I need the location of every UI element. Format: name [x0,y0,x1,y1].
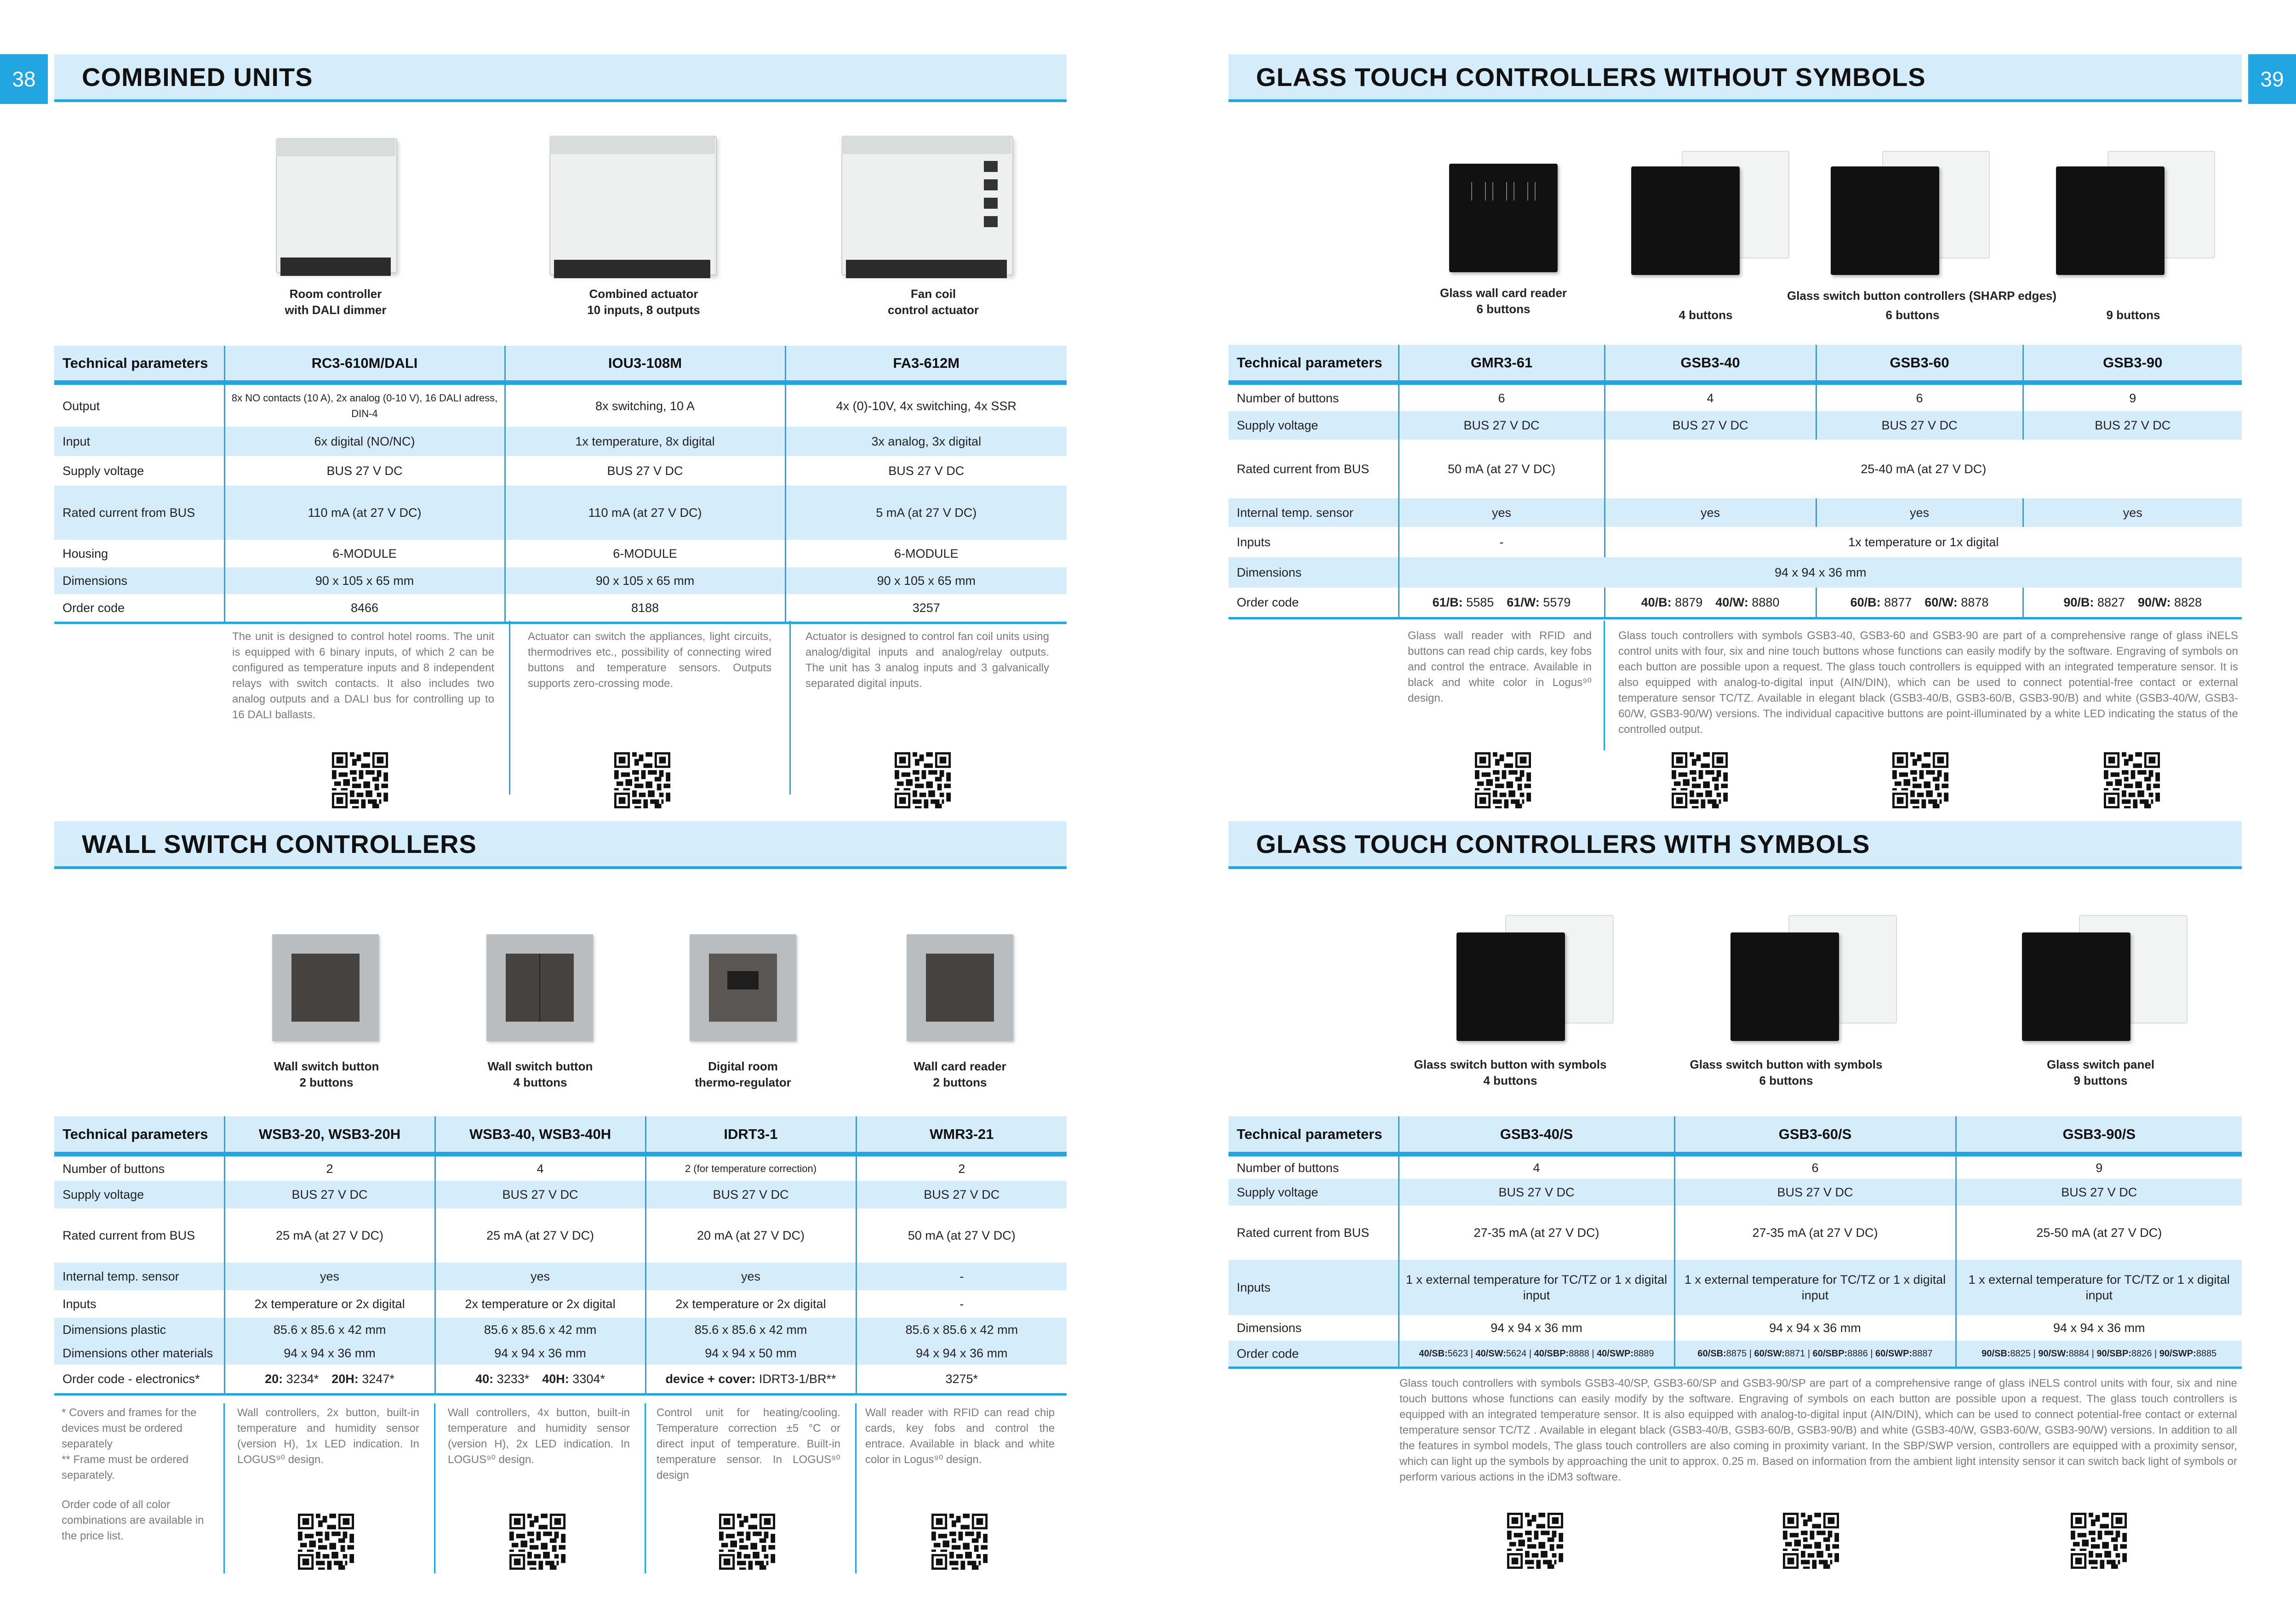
description-gsb3: Glass touch controllers with symbols GSB3-40, GSB3-60 and GSB3-90 are part of a comprehensive range of glass iNELS control units with four, six and nine touch buttons whose functions can easily modify by the software. Engraving of symbols on each button are possible upon a request. The glass touch controllers is equipped with an integrated temperature sensor. It is also equipped with analog-to-digital input (AIN/DIN), which can be used to connect potential-free contact or external temperature sensor TC/TZ. Available in elegant black (GSB3-40/B, GSB3-60/B, GSB3-90/B) and white (GSB3-40/W, GSB3-60/W, GSB3-90/W) versions. The individual capacitive buttons are point-illuminated by a white LED indicating the status of the controlled output. [1618,629,2238,736]
caption-gsb3-60s: Glass switch button with symbols 6 buttons [1690,1058,1883,1087]
description-idrt3: Control unit for heating/cooling. Temperature correction ±5 °C or direct input of temperature. Built-in temperature sensor. In LOGUS⁹⁰ design [657,1407,840,1481]
table-header: GSB3-60 [1816,345,2023,383]
table-glass-without-symbols [1228,345,2242,619]
table-header: WSB3-20, WSB3-20H [224,1116,435,1154]
qr-code[interactable] [931,1514,988,1570]
qr-code[interactable] [332,752,388,808]
table-header: Technical parameters [1228,1116,1399,1154]
product-image-wsb3-40 [486,934,593,1041]
description-gsb3-symbols: Glass touch controllers with symbols GSB3-40/SP, GSB3-60/SP and GSB3-90/SP are part of a comprehensive range of glass iNELS control units with four, six and nine touch buttons whose functions can easily modify by the software. Engraving of symbols on each button are possible upon a request. The glass touch controllers is equipped with an integrated temperature sensor. It is also equipped with analog-to-digital input (AIN/DIN), which can be used to connect potential-free contact or external temperature sensor TC/TZ . Available in elegant black (GSB3-40/B, GSB3-60/B, GSB3-90/B) and white (GSB3-40/W, GSB3-60/W, GSB3-90/W) versions. In addition to all the features in symbol models, The glass touch controllers are also coming in proximity variant. In the SBP/SWP version, controllers are equipped with a proximity sensor, which can light up the symbols by approaching the unit to approx. 0.25 m. Based on information from the ambient light intensity sensor it can switch back light of symbols or perform various actions in the iDM3 software. [1399,1377,2237,1483]
caption-gsb3-60: 6 buttons [1885,308,1940,322]
table-row: Supply voltage BUS 27 V DC BUS 27 V DC BUS 27 V DC BUS 27 V DC [54,1181,1067,1208]
table-combined-units [54,346,1067,624]
table-header: GSB3-40 [1605,345,1816,383]
description-rc3: The unit is designed to control hotel rooms. The unit is equipped with 6 binary inputs, of which 2 can be configured as temperature inputs and 8 independent relays with switch contacts. It also includes two analog outputs and a DALI bus for controlling up to 16 DALI ballasts. [232,630,494,721]
table-wall-switch [54,1116,1067,1395]
table-row: Dimensions other materials 94 x 94 x 36 mm 94 x 94 x 36 mm 94 x 94 x 50 mm 94 x 94 x 36 mm [54,1342,1067,1365]
divider [645,1403,646,1573]
table-header: Technical parameters [54,1116,224,1154]
caption-gmr3: Glass wall card reader 6 buttons [1439,286,1567,316]
caption-gsb3-40s: Glass switch button with symbols 4 buttons [1414,1058,1607,1087]
qr-code[interactable] [895,752,951,808]
product-image-gsb3-90-black [2056,166,2165,275]
table-header: GMR3-61 [1399,345,1605,383]
caption-gsb3-90: 9 buttons [2106,308,2160,322]
qr-code[interactable] [509,1514,565,1570]
qr-code[interactable] [298,1514,354,1570]
section-header-glass-with-symbols [1228,821,2242,869]
caption-gsb3-group: Glass switch button controllers (SHARP edges) [1787,289,2057,303]
section-title: GLASS TOUCH CONTROLLERS WITH SYMBOLS [1256,829,1870,858]
table-glass-with-symbols [1228,1116,2242,1369]
description-wsb3-40: Wall controllers, 4x button, built-in temperature and humidity sensor (version H), 2x LED indication. In LOGUS⁹⁰ design. [448,1407,630,1466]
table-header: FA3-612M [785,346,1067,383]
table-header: WSB3-40, WSB3-40H [435,1116,645,1154]
table-row: Rated current from BUS 110 mA (at 27 V DC) 110 mA (at 27 V DC) 5 mA (at 27 V DC) [54,486,1067,540]
divider [509,621,510,795]
table-row: Supply voltage BUS 27 V DC BUS 27 V DC BUS 27 V DC [1228,1179,2242,1206]
table-row: Rated current from BUS 50 mA (at 27 V DC) 25-40 mA (at 27 V DC) [1228,440,2242,498]
qr-code[interactable] [1507,1513,1563,1569]
table-row: Order code 40/SB:5623 | 40/SW:5624 | 40/SBP:8888 | 40/SWP:8889 60/SB:8875 | 60/SW:8871 | 60/SBP:8886 | 60/SWP:8887 90/SB:8825 | 90/SW:8884 | 90/SBP:8826 | 90/SWP:8885 [1228,1341,2242,1367]
table-row: Supply voltage BUS 27 V DC BUS 27 V DC BUS 27 V DC [54,456,1067,486]
divider [789,621,791,795]
table-header: WMR3-21 [856,1116,1067,1154]
qr-code[interactable] [2071,1513,2127,1569]
table-row: Input 6x digital (NO/NC) 1x temperature, 8x digital 3x analog, 3x digital [54,427,1067,456]
table-row: Number of buttons 2 4 2 (for temperature correction) 2 [54,1154,1067,1181]
product-image-wsb3-20 [272,934,379,1041]
description-wsb3-20: Wall controllers, 2x button, built-in temperature and humidity sensor (version H), 1x LED indication. In LOGUS⁹⁰ design. [237,1407,419,1466]
page-number-right: 39 [2248,54,2296,104]
page-number-left: 38 [0,54,48,104]
caption-idrt3: Digital room thermo-regulator [695,1059,791,1089]
qr-code[interactable] [1672,752,1728,808]
product-image-wmr3 [907,934,1013,1041]
table-row: Number of buttons 4 6 9 [1228,1154,2242,1179]
section-title: WALL SWITCH CONTROLLERS [82,829,477,858]
divider [223,1403,225,1573]
qr-code[interactable] [2104,752,2160,808]
table-header: GSB3-40/S [1399,1116,1674,1154]
table-header: Technical parameters [1228,345,1399,383]
table-row: Rated current from BUS 27-35 mA (at 27 V DC) 27-35 mA (at 27 V DC) 25-50 mA (at 27 V DC) [1228,1206,2242,1260]
table-row: Supply voltage BUS 27 V DC BUS 27 V DC BUS 27 V DC BUS 27 V DC [1228,411,2242,440]
product-image-gsb3-40-black [1631,166,1740,275]
description-iou3: Actuator can switch the appliances, light circuits, thermodrives etc., possibility of connecting wired buttons and temperature sensors. Outputs supports zero-crossing mode. [528,630,771,690]
caption-gsb3-90s: Glass switch panel 9 buttons [2046,1058,2155,1087]
caption-wmr3: Wall card reader 2 buttons [914,1059,1006,1089]
table-row: Dimensions 94 x 94 x 36 mm [1228,557,2242,588]
section-header-combined-units [54,54,1067,102]
table-row: Rated current from BUS 25 mA (at 27 V DC) 25 mA (at 27 V DC) 20 mA (at 27 V DC) 50 mA (at 27 V DC) [54,1208,1067,1263]
table-row: Dimensions 94 x 94 x 36 mm 94 x 94 x 36 mm 94 x 94 x 36 mm [1228,1315,2242,1341]
divider [855,1403,857,1573]
qr-code[interactable] [1783,1513,1839,1569]
table-header: IDRT3-1 [645,1116,856,1154]
product-image-idrt3 [690,934,796,1041]
divider [434,1403,435,1573]
product-image-gsb3-60-black [1831,166,1939,275]
table-row: Order code 61/B: 5585 61/W: 5579 40/B: 8879 40/W: 8880 60/B: 8877 60/W: 8878 90/B: 8827 90/W: 8828 [1228,588,2242,618]
description-wmr3: Wall reader with RFID can read chip cards, key fobs and control the entrace. Available in black and white color in Logus⁹⁰ design. [865,1407,1055,1466]
table-header: GSB3-90/S [1956,1116,2242,1154]
table-row: Internal temp. sensor yes yes yes yes [1228,498,2242,527]
table-row: Output 8x NO contacts (10 A), 2x analog (0-10 V), 16 DALI adress, DIN-4 8x switching, 10 A 4x (0)-10V, 4x switching, 4x SSR [54,383,1067,427]
caption-gsb3-40: 4 buttons [1679,308,1733,322]
section-title: GLASS TOUCH CONTROLLERS WITHOUT SYMBOLS [1256,62,1926,91]
table-row: Order code - electronics* 20: 3234* 20H: 3247* 40: 3233* 40H: 3304* device + cover: IDRT3-1/BR** 3275* [54,1365,1067,1394]
table-header: IOU3-108M [505,346,785,383]
table-header: GSB3-90 [2023,345,2242,383]
qr-code[interactable] [614,752,670,808]
table-row: Dimensions plastic 85.6 x 85.6 x 42 mm 85.6 x 85.6 x 42 mm 85.6 x 85.6 x 42 mm 85.6 x 85.6 x 42 mm [54,1318,1067,1342]
caption-wsb3-40: Wall switch button 4 buttons [487,1059,593,1089]
table-row: Dimensions 90 x 105 x 65 mm 90 x 105 x 65 mm 90 x 105 x 65 mm [54,567,1067,594]
product-image-gsb3-60s-black [1731,932,1839,1041]
footnote: * Covers and frames for the devices must be ordered separately ** Frame must be ordered separately. Order code of all color combinations are available in the price list. [62,1407,204,1542]
qr-code[interactable] [719,1514,775,1570]
section-header-wall-switch [54,821,1067,869]
table-row: Inputs 1 x external temperature for TC/TZ or 1 x digital input 1 x external temperature for TC/TZ or 1 x digital input 1 x external temperature for TC/TZ or 1 x digital input [1228,1260,2242,1315]
table-row: Inputs - 1x temperature or 1x digital [1228,527,2242,557]
table-row: Internal temp. sensor yes yes yes - [54,1263,1067,1290]
section-header-glass-without-symbols [1228,54,2242,102]
product-image-gsb3-90s-black [2022,932,2130,1041]
product-image-gmr3 [1449,164,1558,272]
description-gmr3: Glass wall reader with RFID and buttons can read chip cards, key fobs and control the entrace. Available in black and white color in Logus⁹⁰ design. [1408,629,1592,704]
table-header: GSB3-60/S [1674,1116,1956,1154]
table-row: Number of buttons 6 4 6 9 [1228,383,2242,411]
caption-fa3: Fan coil control actuator [888,287,979,317]
caption-wsb3-20: Wall switch button 2 buttons [274,1059,379,1089]
product-image-gsb3-40s-black [1456,932,1565,1041]
qr-code[interactable] [1475,752,1531,808]
table-row: Order code 8466 8188 3257 [54,594,1067,623]
table-row: Inputs 2x temperature or 2x digital 2x temperature or 2x digital 2x temperature or 2x digital - [54,1290,1067,1318]
section-title: COMBINED UNITS [82,62,313,91]
caption-iou3: Combined actuator 10 inputs, 8 outputs [587,287,700,317]
table-header: Technical parameters [54,346,224,383]
caption-rc3: Room controller with DALI dimmer [285,287,387,317]
divider [1604,621,1605,750]
table-header: RC3-610M/DALI [224,346,505,383]
qr-code[interactable] [1892,752,1948,808]
table-row: Housing 6-MODULE 6-MODULE 6-MODULE [54,540,1067,567]
description-fa3: Actuator is designed to control fan coil units using analog/digital inputs and analog/relay outputs. The unit has 3 analog inputs and 3 galvanically separated digital inputs. [805,630,1049,690]
